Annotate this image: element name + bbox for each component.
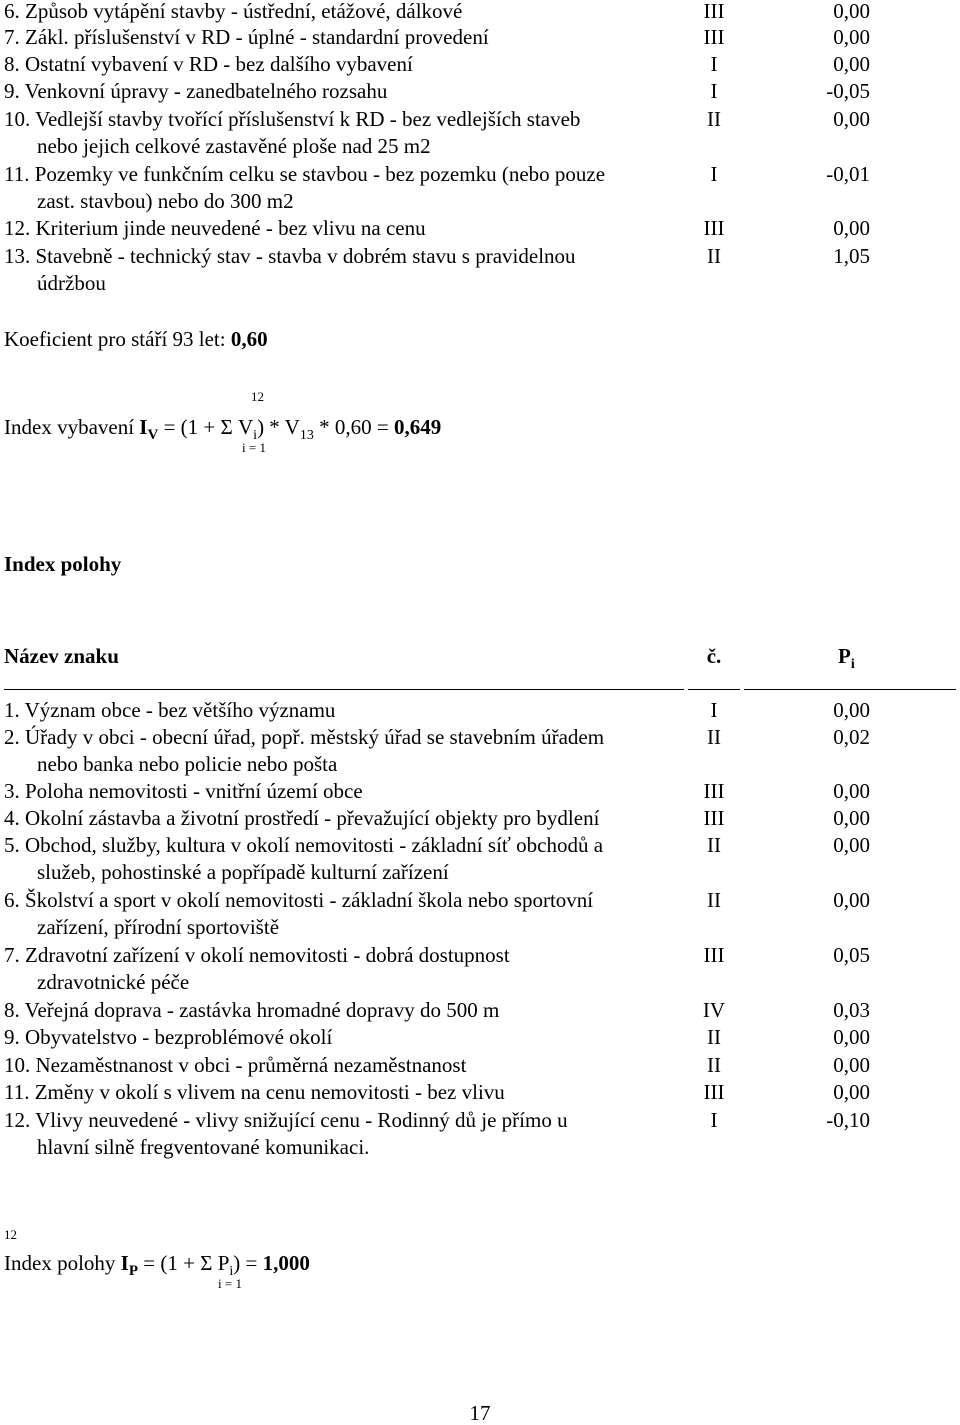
age-coefficient-value: 0,60 [230, 327, 268, 351]
item-label-continued: nebo jejich celkové zastavěné ploše nad 25 m2 [37, 134, 431, 158]
item-text [4, 215, 689, 242]
item-code: II [707, 244, 721, 268]
item-label: 2. Úřady v obci - obecní úřad, popř. městský úřad se stavebním úřadem [4, 725, 605, 749]
item-label: 7. Zdravotní zařízení v okolí nemovitosti - dobrá dostupnost [4, 943, 510, 967]
item-text [4, 1079, 689, 1106]
item-value: 1,05 [833, 244, 870, 268]
item-text [4, 997, 689, 1024]
item-value: 0,00 [833, 1053, 870, 1077]
sum-lower-limit: i = 1 [242, 440, 266, 455]
age-coefficient: Koeficient pro stáří 93 let: 0,60 [4, 327, 268, 351]
item-label-continued: zařízení, přírodní sportoviště [37, 915, 280, 939]
item-code: I [710, 162, 718, 186]
item-text [4, 724, 689, 778]
index-vybaveni-result: 0,649 [393, 415, 442, 439]
item-label: 8. Veřejná doprava - zastávka hromadné dopravy do 500 m [4, 998, 500, 1022]
item-value: 0,00 [833, 806, 870, 830]
item-value: 0,00 [833, 1025, 870, 1049]
header-code: č. [706, 644, 722, 668]
item-value: 0,00 [833, 25, 870, 49]
item-code: III [703, 25, 725, 49]
item-text [4, 1052, 689, 1079]
item-text [4, 0, 689, 25]
item-label: 6. Školství a sport v okolí nemovitosti - základní škola nebo sportovní [4, 888, 594, 912]
item-value: 0,00 [833, 0, 870, 23]
item-value: 0,02 [833, 725, 870, 749]
item-text [4, 1024, 689, 1051]
item-text [4, 805, 689, 832]
item-value: -0,10 [826, 1108, 870, 1132]
item-value: -0,05 [826, 79, 870, 103]
item-code: II [707, 1053, 721, 1077]
item-label: 11. Změny v okolí s vlivem na cenu nemovitosti - bez vlivu [4, 1080, 505, 1104]
sum-upper-limit: 12 [251, 389, 264, 404]
header-name: Název znaku [4, 644, 119, 668]
item-label-continued: údržbou [37, 271, 106, 295]
item-label-continued: zast. stavbou) nebo do 300 m2 [37, 189, 294, 213]
item-label: 4. Okolní zástavba a životní prostředí - převažující objekty pro bydlení [4, 806, 600, 830]
item-label-continued: zdravotnické péče [37, 970, 190, 994]
item-label: 8. Ostatní vybavení v RD - bez dalšího vybavení [4, 52, 413, 76]
item-text [4, 106, 689, 160]
item-text [4, 832, 689, 886]
item-value: 0,00 [833, 216, 870, 240]
item-label: 3. Poloha nemovitosti - vnitřní území obce [4, 779, 363, 803]
item-code: III [703, 0, 725, 23]
item-code: II [707, 1025, 721, 1049]
item-label: 5. Obchod, služby, kultura v okolí nemovitosti - základní síť obchodů a [4, 833, 604, 857]
item-code: I [710, 698, 718, 722]
sigma-symbol: Σ [200, 1251, 213, 1275]
item-label-continued: služeb, pohostinské a popřípadě kulturní zařízení [37, 860, 449, 884]
item-text [4, 887, 689, 941]
item-value: 0,03 [833, 998, 870, 1022]
item-code: III [703, 216, 725, 240]
item-code: II [707, 107, 721, 131]
item-text [4, 51, 689, 78]
item-label: 9. Venkovní úpravy - zanedbatelného rozsahu [4, 79, 388, 103]
item-code: I [710, 52, 718, 76]
item-text [4, 942, 689, 996]
item-code: I [710, 79, 718, 103]
header-rule-value [744, 689, 956, 690]
item-label: 10. Nezaměstnanost v obci - průměrná nezaměstnanost [4, 1053, 467, 1077]
item-label: 6. Způsob vytápění stavby - ústřední, etážové, dálkové [4, 0, 463, 23]
item-code: II [707, 725, 721, 749]
sum-lower-limit: i = 1 [218, 1276, 242, 1291]
item-text [4, 161, 689, 215]
item-label: 7. Zákl. příslušenství v RD - úplné - standardní provedení [4, 25, 489, 49]
item-code: III [703, 806, 725, 830]
item-value: 0,00 [833, 779, 870, 803]
item-code: IV [702, 998, 726, 1022]
document-page: 6. Způsob vytápění stavby - ústřední, etážové, dálkové III 0,00 7. Zákl. příslušenství v RD - úplné - standardní provedení III 0,00 8. Ostatní vybavení v RD - bez dalšího vybavení I 0,00 9. Venkovní úpravy - zanedbatelného rozsahu I -0,05 10. Vedlejší stavby tvořící příslušenství k RD - bez vedlejších staveb nebo jejich celkové zastavěné ploše nad 25 m2 II 0,00 11. Pozemky ve funkčním celku se stavbou - bez pozemku (nebo pouze zast. stavbou) nebo do 300 m2 I -0,01 12. Kriterium jinde neuvedené - bez vlivu na cenu III 0,00 13. Stavebně - technický stav - stavba v dobrém stavu s pravidelnou údržbou II 1,05 Koeficient pro stáří 93 let: 0,60 12 Index vybavení $I_V = (1 + \Sigma$ $V_i) * V_{13} * 0,60 = 0,649$ i = 1 Index polohy Název znaku č. $P_i$ 1. Význam obce - bez většího významu I 0,00 2. Úřady v obci - obecní úřad, popř. městský úřad se stavebním úřadem nebo banka nebo policie nebo pošta II 0,02 3. Poloha nemovitosti - vnitřní území obce III 0,00 4. Okolní zástavba a životní prostředí - převažující objekty pro bydlení III 0,00 5. Obchod, služby, kultura v okolí nemovitosti - základní síť obchodů a služeb, pohostinské a popřípadě kulturní zařízení II 0,00 6. Školství a sport v okolí nemovitosti - základní škola nebo sportovní zařízení, přírodní sportoviště II 0,00 7. Zdravotní zařízení v okolí nemovitosti - dobrá dostupnost zdravotnické péče III 0,05 8. Veřejná doprava - zastávka hromadné dopravy do 500 m IV 0,03 9. Obyvatelstvo - bezproblémové okolí II 0,00 10. Nezaměstnanost v obci - průměrná nezaměstnanost II 0,00 11. Změny v okolí s vlivem na cenu nemovitosti - bez vlivu III 0,00 12. Vlivy neuvedené - vlivy snižující cenu - Rodinný dů je přímo u hlavní silně fregventované komunikaci. I -0,10 12 Index polohy $I_P = (1 + \Sigma$ $P_i) = 1,000$ i = 1 17 [0, 0, 960, 1425]
item-label: 12. Kriterium jinde neuvedené - bez vlivu na cenu [4, 216, 426, 240]
item-text [4, 243, 689, 297]
item-text [4, 697, 689, 724]
index-polohy-result: 1,000 [262, 1251, 310, 1275]
item-code: II [707, 888, 721, 912]
item-text [4, 778, 689, 805]
item-code: II [707, 833, 721, 857]
section-title-index-polohy: Index polohy [4, 552, 122, 576]
item-label: 1. Význam obce - bez většího významu [4, 698, 336, 722]
item-value: 0,00 [833, 698, 870, 722]
item-label-continued: nebo banka nebo policie nebo pošta [37, 752, 338, 776]
item-code: III [703, 1080, 725, 1104]
item-value: 0,05 [833, 943, 870, 967]
sum-upper-limit: 12 [4, 1227, 17, 1242]
item-value: 0,00 [833, 107, 870, 131]
item-text [4, 24, 689, 51]
header-rule-code [688, 689, 740, 690]
item-value: 0,00 [833, 888, 870, 912]
item-value: 0,00 [833, 1080, 870, 1104]
item-code: III [703, 943, 725, 967]
header-value: $P_i$ [838, 644, 855, 673]
item-value: 0,00 [833, 833, 870, 857]
header-rule-name [4, 689, 684, 690]
page-number: 17 [469, 1401, 491, 1425]
item-code: I [710, 1108, 718, 1132]
item-label: 9. Obyvatelstvo - bezproblémové okolí [4, 1025, 333, 1049]
sigma-symbol: Σ [220, 415, 233, 439]
item-value: -0,01 [826, 162, 870, 186]
item-label-continued: hlavní silně fregventované komunikaci. [37, 1135, 370, 1159]
item-label: 11. Pozemky ve funkčním celku se stavbou - bez pozemku (nebo pouze [4, 162, 606, 186]
item-text [4, 78, 689, 105]
item-label: 12. Vlivy neuvedené - vlivy snižující cenu - Rodinný dů je přímo u [4, 1108, 568, 1132]
item-value: 0,00 [833, 52, 870, 76]
item-label: 13. Stavebně - technický stav - stavba v dobrém stavu s pravidelnou [4, 244, 576, 268]
item-code: III [703, 779, 725, 803]
item-text [4, 1107, 689, 1161]
item-label: 10. Vedlejší stavby tvořící příslušenství k RD - bez vedlejších staveb [4, 107, 581, 131]
